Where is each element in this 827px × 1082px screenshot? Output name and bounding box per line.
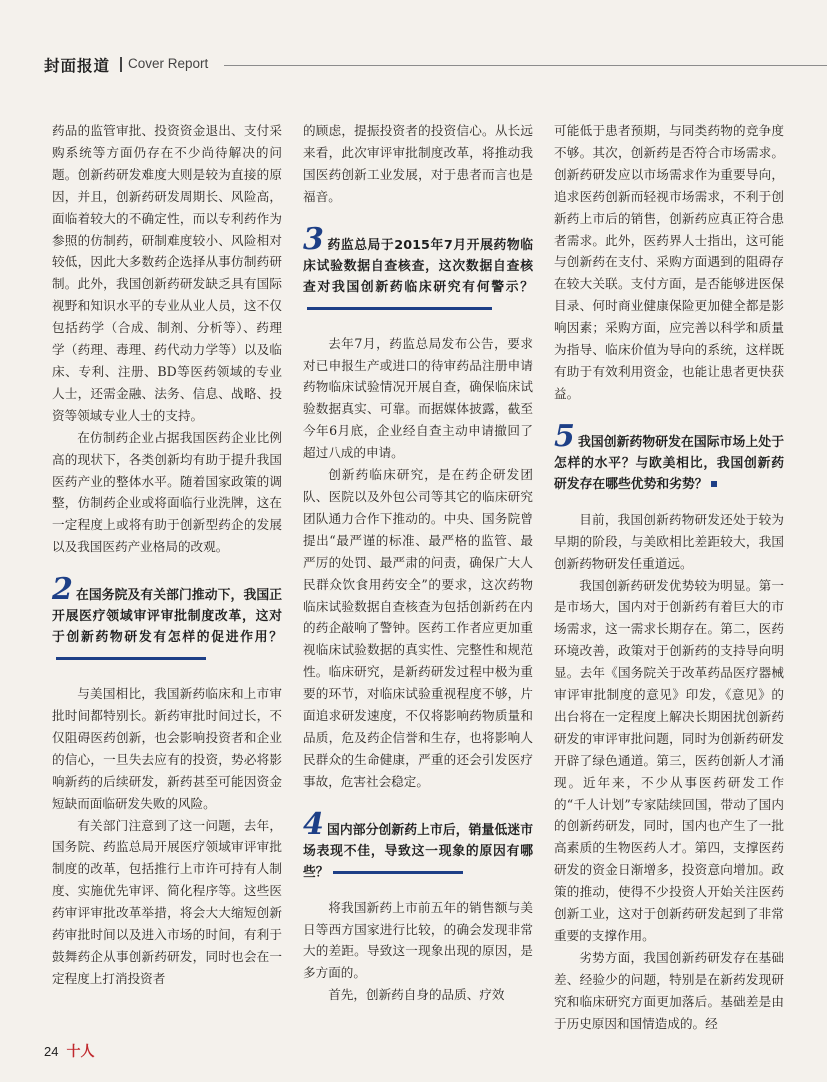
- question-end-mark: [711, 481, 717, 487]
- question-4: [303, 806, 533, 883]
- section-title-en: Cover Report: [128, 56, 209, 71]
- question-text: 国内部分创新药上市后，销量低迷市场表现不佳，导致这一现象的原因有哪些？: [303, 822, 533, 880]
- question-5: [554, 418, 784, 495]
- paragraph: 有关部门注意到了这一问题，去年，国务院、药监总局开展医疗领域审评审批制度的改革，包括推行上市许可持有人制度、实施优先审评、简化程序等。这些医药审评审批改革举措，将会大大缩短创新药审批时间以及进入市场的时间，有利于鼓舞药企从事创新药研发，同时也会在一定程度上打消投资者: [52, 817, 282, 986]
- page-number: 24: [44, 1044, 59, 1059]
- question-rule: [56, 657, 206, 660]
- paragraph: 首先，创新药自身的品质、疗效: [328, 987, 505, 1003]
- question-2: [52, 572, 282, 669]
- paragraph: 与美国相比，我国新药临床和上市审批时间都特别长。新药审批时间过长，不仅阻碍医药创新，也会影响投资者和企业的信心，一旦失去应有的投资，势必将影响新药的后续研发，新药甚至可能因资金短缺而面临研发失败的风险。: [52, 686, 282, 811]
- page-footer: [44, 1041, 94, 1061]
- header-rule: [224, 65, 827, 66]
- question-text: 药监总局于2015年7月开展药物临床试验数据自查核查，这次数据自查核查对我国创新药临床研究有何警示？: [303, 237, 533, 295]
- paragraph: 可能低于患者预期，与同类药物的竞争度不够。其次，创新药是否符合市场需求。创新药研发应以市场需求作为重要导向，追求医药创新而轻视市场需求，不利于创新药上市后的销售，创新药应真正符合患者需求。此外，医药界人士指出，这可能与创新药在支付、采购方面遇到的阻碍存在较大关联。支付方面，是否能够进医保目录、何时商业健康保险更加健全都是影响因素；采购方面，应完善以科学和质量为指导、临床价值为导向的系统，这样既有助于有效利用资金，也能让患者更快获益。: [554, 123, 784, 401]
- question-number: 4: [303, 806, 324, 842]
- column-1: [52, 120, 282, 990]
- question-number: 3: [303, 221, 324, 257]
- section-title: 封面报道: [44, 57, 111, 75]
- paragraph: 药品的监管审批、投资资金退出、支付采购系统等方面仍存在不少尚待解决的问题。创新药研发难度大则是较为直接的原因，并且，创新药研发周期长、风险高，面临着较大的不确定性，而以专利药作为参照的仿制药，研制难度较小、风险相对较低，因此大多数药企选择从事仿制药研制。此外，我国创新药研发缺乏具有国际视野和知识水平的专业从业人员，这不仅包括药学（合成、制剂、分析等）、药理学（药理、毒理、药代动力学等）以及临床、专利、注册、BD等医药领域的专业人士，还需金融、法务、信息、战略、投资等领域专业人士的支持。: [52, 123, 282, 423]
- paragraph: 我国创新药研发优势较为明显。第一是市场大，国内对于创新药有着巨大的市场需求，这一需求长期存在。第二，医药环境改善，政策对于创新药的支持导向明显。去年《国务院关于改革药品医疗器械审评审批制度的意见》印发，《意见》的出台将在一定程度上解决长期困扰创新药研发的审评审批问题，同时为创新药研发开辟了绿色通道。第三，医药创新人才涌现。近年来，不少从事医药研发工作的“千人计划”专家陆续回国，带动了国内的创新药研发，同时，国内也产生了一批高素质的生物医药人才。第四，支撑医药研发的资金日渐增多，投资意向增加。政策的推动，使得不少投资人开始关注医药创新工业，这对于创新药研发起到了非常重要的支撑作用。: [554, 577, 784, 943]
- paragraph: 将我国新药上市前五年的销售额与美日等西方国家进行比较，的确会发现非常大的差距。导致这一现象出现的原因，是多方面的。: [303, 899, 533, 981]
- header-divider: [120, 57, 122, 72]
- page-header: [44, 54, 827, 76]
- question-text: 我国创新药物研发在国际市场上处于怎样的水平？与欧美相比，我国创新药研发存在哪些优势和劣势？: [554, 434, 784, 492]
- magazine-logo: 十人: [66, 1044, 95, 1060]
- question-number: 2: [52, 572, 73, 608]
- question-3: [303, 221, 533, 319]
- paragraph: 创新药临床研究，是在药企研发团队、医院以及外包公司等其它的临床研究团队通力合作下推动的。中央、国务院曾提出“最严谨的标准、最严格的监管、最严厉的处罚、最严肃的问责，确保广大人民群众饮食用药安全”的要求，这次药物临床试验数据自查核查为包括创新药在内的药企敲响了警钟。医药工作者应更加重视临床试验数据的真实性、完整性和规范性。临床研究，是新药研发过程中极为重要的环节，对临床试验重视程度不够，片面追求研发速度，不仅将影响药物质量和品质，危及药企信誉和生存，也将影响人民群众的生命健康，严重的还会引发医疗事故，危害社会稳定。: [303, 467, 533, 789]
- question-text: 在国务院及有关部门推动下，我国正开展医疗领域审评审批制度改革，这对于创新药物研发有怎样的促进作用？: [52, 588, 282, 646]
- paragraph: 目前，我国创新药物研发还处于较为早期的阶段，与美欧相比差距较大，我国创新药物研发任重道远。: [554, 511, 784, 571]
- question-number: 5: [554, 418, 575, 454]
- paragraph: 在仿制药企业占据我国医药企业比例高的现状下，各类创新均有助于提升我国医药产业的整体水平。随着国家政策的调整，仿制药企业或将面临行业洗牌，这在一定程度上或将有助于创新型药企的发展以及我国医药产业格局的改观。: [52, 429, 282, 555]
- column-2: [303, 120, 533, 1006]
- column-3: [554, 120, 784, 1035]
- paragraph: 去年7月，药监总局发布公告，要求对已申报生产或进口的待审药品注册申请药物临床试验情况开展自查，确保临床试验数据真实、可靠。而据媒体披露，截至今年6月底，企业经自查主动申请撤回了超过八成的申请。: [303, 335, 533, 461]
- question-rule: [307, 307, 492, 310]
- paragraph: 的顾虑，提振投资者的投资信心。从长远来看，此次审评审批制度改革，将推动我国医药创新工业发展，对于患者而言也是福音。: [303, 123, 533, 204]
- question-rule: [333, 871, 463, 874]
- paragraph: 劣势方面，我国创新药研发存在基础差、经验少的问题，特别是在新药发现研究和临床研究方面更加落后。基础差是由于历史原因和国情造成的。经: [554, 949, 784, 1031]
